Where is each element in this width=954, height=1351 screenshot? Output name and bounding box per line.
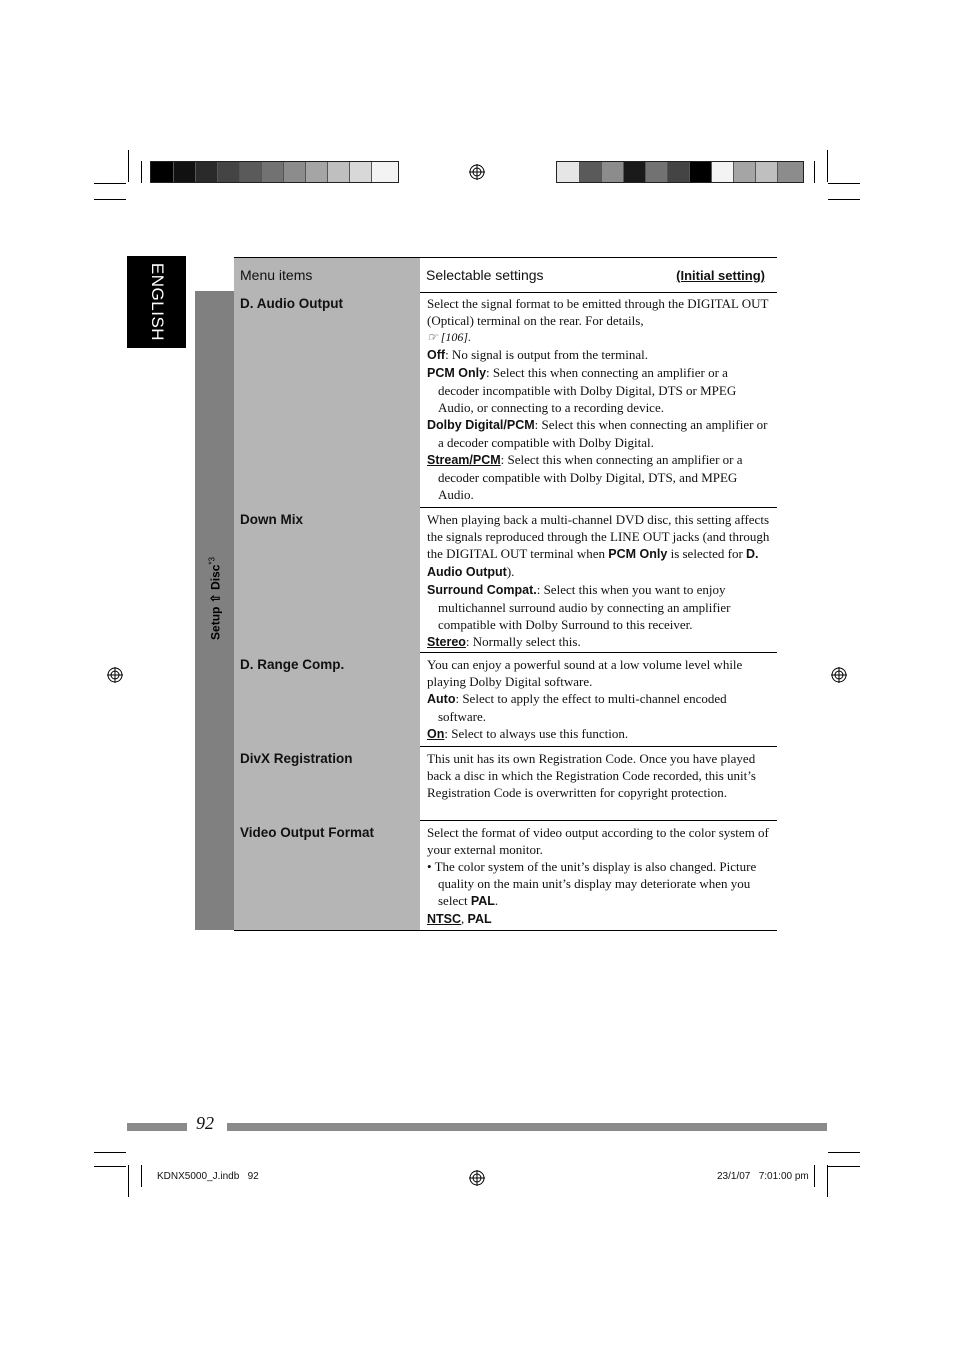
menu-item-down-mix: Down Mix bbox=[234, 507, 420, 652]
footer-bar bbox=[127, 1123, 187, 1131]
selectable-settings-cell: When playing back a multi-channel DVD disc, this setting affects the signals reproduced through the LINE OUT jacks (and through the DIGITAL OUT terminal when PCM Only is selected for D. Audio Output). Surround Compat.: Select this when you want to enjoy multichannel surround audio by connecting an amplifier compatible with Dolby Surround to this receiver. Stereo: Normally select this. bbox=[427, 512, 770, 649]
crop-mark bbox=[828, 199, 860, 200]
header-menu-items: Menu items bbox=[234, 258, 420, 292]
crop-mark bbox=[828, 183, 860, 184]
color-bar-left bbox=[150, 161, 399, 183]
crop-mark bbox=[814, 161, 815, 183]
menu-item-video-output-format: Video Output Format bbox=[234, 820, 420, 930]
selectable-settings-cell: Select the format of video output according to the color system of your external monitor. • The color system of the unit’s display is also changed. Picture quality on the main unit’s display may deteriorate when you select PAL. NTSC, PAL bbox=[427, 825, 769, 926]
table-row bbox=[234, 820, 777, 931]
selectable-settings-cell: You can enjoy a powerful sound at a low volume level while playing Dolby Digital software. Auto: Select to apply the effect to multi-channel encoded software. On: Select to always use this function. bbox=[427, 657, 743, 741]
group-column bbox=[195, 291, 234, 930]
language-tab bbox=[127, 256, 186, 348]
registration-mark-icon bbox=[831, 667, 847, 683]
crop-mark bbox=[827, 1165, 828, 1197]
footer-bar bbox=[227, 1123, 827, 1131]
crop-mark bbox=[828, 1166, 860, 1167]
registration-mark-icon bbox=[469, 164, 485, 180]
crop-mark bbox=[128, 150, 129, 182]
registration-mark-icon bbox=[469, 1170, 485, 1186]
crop-mark bbox=[94, 1152, 126, 1153]
crop-mark bbox=[828, 1152, 860, 1153]
color-bar-right bbox=[556, 161, 804, 183]
table-row bbox=[234, 291, 777, 508]
selectable-settings-cell: Select the signal format to be emitted through the DIGITAL OUT (Optical) terminal on the rear. For details, ☞ [106]. Off: No signal is output from the terminal. PCM Only: Select this when connecting an amplifier or a decoder incompatible with Dolby Digital, DTS or MPEG Audio, or connecting to a recording device. Dolby Digital/PCM: Select this when connecting an amplifier or a decoder compatible with Dolby Digital. Stream/PCM: Select this when connecting an amplifier or a decoder compatible with Dolby Digital, DTS, and MPEG Audio. bbox=[427, 296, 769, 502]
table-row bbox=[234, 507, 777, 653]
crop-mark bbox=[814, 1165, 815, 1187]
crop-mark bbox=[94, 199, 126, 200]
registration-mark-icon bbox=[107, 667, 123, 683]
initial-setting-label: (Initial setting) bbox=[676, 268, 765, 283]
crop-mark bbox=[141, 161, 142, 183]
group-label: Setup ⇧ Disc$^{*3}$ bbox=[207, 557, 222, 640]
menu-item-divx-registration: DivX Registration bbox=[234, 746, 420, 820]
page-number: 92 bbox=[196, 1113, 214, 1133]
print-timestamp: 23/1/07 7:01:00 pm bbox=[717, 1171, 809, 1182]
crop-mark bbox=[94, 183, 126, 184]
menu-item-d-audio-output: D. Audio Output bbox=[234, 291, 420, 507]
crop-mark bbox=[128, 1165, 129, 1197]
language-label: ENGLISH bbox=[147, 262, 167, 342]
table-row bbox=[234, 746, 777, 821]
crop-mark bbox=[141, 1165, 142, 1187]
crop-mark bbox=[94, 1166, 126, 1167]
header-selectable-settings: Selectable settings (Initial setting) bbox=[426, 267, 765, 283]
table-row bbox=[234, 652, 777, 747]
file-info: KDNX5000_J.indb 92 bbox=[157, 1171, 259, 1182]
selectable-settings-cell: This unit has its own Registration Code. Once you have played back a disc in which the Registration Code recorded, this unit’s Registration Code is overwritten for copyright protection. bbox=[427, 751, 756, 800]
menu-item-d-range-comp: D. Range Comp. bbox=[234, 652, 420, 746]
crop-mark bbox=[827, 150, 828, 182]
table-header bbox=[234, 257, 777, 293]
